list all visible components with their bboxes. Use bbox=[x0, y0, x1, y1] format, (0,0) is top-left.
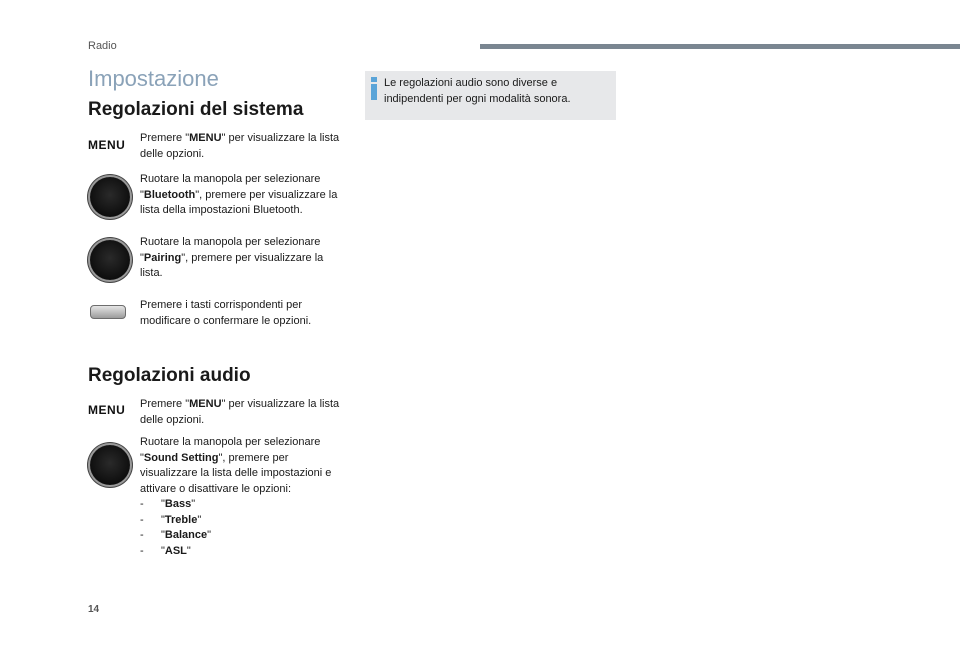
system-step-bluetooth: Ruotare la manopola per selezionare "Bluetooth", premere per visualizzare la lista della impostazioni Bluetooth. bbox=[140, 173, 338, 216]
page-title: Impostazione bbox=[88, 66, 219, 91]
audio-options-list bbox=[140, 497, 340, 559]
audio-step-menu: Premere "MENU" per visualizzare la lista delle opzioni. bbox=[140, 398, 340, 426]
list-item: - "Balance" bbox=[140, 528, 340, 544]
info-note bbox=[365, 71, 616, 120]
system-settings-title: Regolazioni del sistema bbox=[88, 99, 304, 120]
system-step-confirm: Premere i tasti corrispondenti per modificare o confermare le opzioni. bbox=[140, 299, 312, 327]
list-item: - "ASL" bbox=[140, 544, 340, 560]
audio-settings-title: Regolazioni audio bbox=[88, 365, 251, 386]
rotary-knob-icon bbox=[90, 177, 130, 217]
page-number: 14 bbox=[88, 604, 100, 615]
header-section-label: Radio bbox=[88, 40, 117, 52]
list-item: - "Bass" bbox=[140, 497, 340, 513]
system-step-pairing: Ruotare la manopola per selezionare "Pairing", premere per visualizzare la lista. bbox=[140, 236, 324, 279]
menu-button-icon: MENU bbox=[88, 403, 126, 417]
info-icon bbox=[371, 77, 377, 99]
rotary-knob-icon bbox=[90, 240, 130, 280]
header-bar bbox=[480, 44, 960, 49]
system-step-menu: Premere "MENU" per visualizzare la lista delle opzioni. bbox=[140, 132, 340, 160]
menu-button-icon: MENU bbox=[88, 138, 126, 152]
rotary-knob-icon bbox=[90, 445, 130, 485]
info-note-text: Le regolazioni audio sono diverse e indipendenti per ogni modalità sonora. bbox=[384, 77, 571, 105]
list-item: - "Treble" bbox=[140, 513, 340, 529]
audio-step-sound-setting: Ruotare la manopola per selezionare "Sound Setting", premere per visualizzare la lista delle impostazioni e attivare o disattivare le opzioni: - "Bass" - "Treble" - "Balance" - "ASL" bbox=[140, 435, 340, 559]
preset-buttons-icon bbox=[90, 305, 126, 319]
